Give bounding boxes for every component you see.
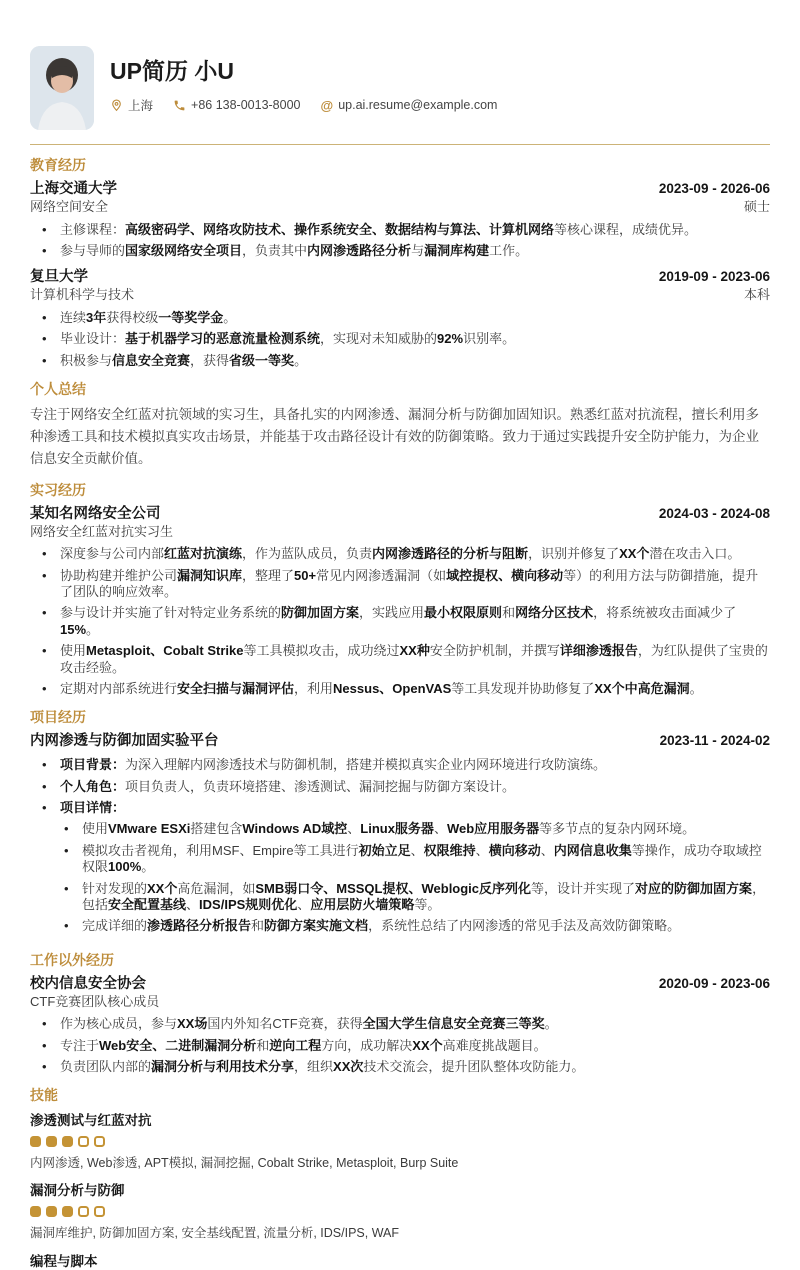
bullet-marker: • — [64, 918, 69, 934]
bullet-text — [60, 243, 770, 259]
text-segment: XX个中高危漏洞 — [594, 680, 690, 696]
section-title: 教育经历 — [30, 157, 86, 173]
text-segment: 项目详情： — [60, 800, 126, 816]
text-segment: SMB弱口令、MSSQL提权、Weblogic反序列化 — [255, 880, 532, 896]
text-segment: Web安全、二进制漏洞分析 — [99, 1037, 257, 1053]
bullet-item — [42, 757, 770, 773]
entry — [30, 732, 770, 940]
text-segment: 获得校级 — [106, 310, 159, 326]
bullet-item — [42, 353, 770, 369]
skill-keywords: 内网渗透, Web渗透, APT模拟, 漏洞挖掘, Cobalt Strike, Metasploit, Burp Suite — [30, 1156, 459, 1171]
entry-head — [30, 180, 770, 198]
bullet-marker: • — [42, 352, 47, 368]
bullet-item — [42, 568, 770, 601]
bullet-marker: • — [64, 821, 69, 837]
contact-email — [321, 98, 498, 112]
entry-title: 校内信息安全协会 — [30, 975, 146, 992]
text-segment: 内网信息收集 — [553, 842, 632, 858]
text-segment: 与 — [411, 242, 425, 258]
text-segment: 主修课程： — [60, 221, 126, 237]
header-divider — [30, 144, 770, 145]
text-segment: Linux服务器 — [360, 821, 434, 837]
skill-keywords: 漏洞库维护, 防御加固方案, 安全基线配置, 流量分析, IDS/IPS, WAF — [30, 1226, 399, 1241]
text-segment: 防御加固方案 — [281, 605, 360, 621]
skill-dot-filled — [30, 1206, 41, 1217]
entry-date: 2024-03 - 2024-08 — [658, 505, 770, 521]
bullet-item — [42, 605, 770, 638]
bullet-marker: • — [42, 242, 47, 258]
summary-paragraph: 专注于网络安全红蓝对抗领域的实习生，具备扎实的内网渗透、漏洞分析与防御加固知识。熟悉红蓝对抗流程，擅长利用多种渗透工具和技术模拟真实攻击场景，并能基于攻击路径设计有效的防御策略。致力于通过实践提升安全防护能力，为企业信息安全贡献价值。 — [30, 407, 759, 466]
text-segment: 项目负责人，负责环境搭建、渗透测试、漏洞挖掘与防御方案设计。 — [125, 778, 516, 794]
skill-dot-filled — [30, 1136, 41, 1147]
skill-dot-empty — [94, 1206, 105, 1217]
text-segment: 负责团队内部的 — [60, 1059, 152, 1075]
text-segment: 逆向工程 — [269, 1037, 322, 1053]
bullet-sublist — [60, 821, 770, 934]
bullet-text — [60, 1016, 770, 1032]
text-segment: 、 — [475, 842, 489, 858]
text-segment: 域控提权、横向移动 — [446, 567, 564, 583]
text-segment: 100% — [108, 859, 142, 875]
text-segment: 等，设计并实现了 — [531, 880, 636, 896]
section — [30, 380, 770, 469]
text-segment: 作为核心成员，参与 — [60, 1016, 178, 1032]
contact-location — [110, 96, 153, 114]
skill-dot-filled — [46, 1206, 57, 1217]
bullet-list — [30, 546, 770, 697]
text-segment: XX种 — [399, 643, 430, 659]
text-segment: 、 — [186, 896, 200, 912]
entry-degree: 本科 — [743, 287, 770, 303]
bullet-text — [60, 1038, 770, 1054]
skill-rating — [30, 1206, 770, 1217]
text-segment: ，系统性总结了内网渗透的常见手法及高效防御策略。 — [368, 918, 681, 934]
text-segment: 权限维持 — [423, 842, 476, 858]
text-segment: 识别率。 — [463, 331, 516, 347]
text-segment: 为深入理解内网渗透技术与防御机制，搭建并模拟真实企业内网环境进行攻防演练。 — [125, 757, 607, 773]
bullet-item — [64, 843, 770, 876]
text-segment: 和 — [251, 918, 265, 934]
text-segment: ，识别并修复了 — [528, 546, 620, 562]
text-segment: 国内外知名CTF竞赛，获得 — [207, 1016, 363, 1032]
bullet-text — [60, 643, 770, 676]
text-segment: 等工具发现并协助修复了 — [451, 680, 595, 696]
entry-subhead — [30, 524, 770, 540]
text-segment: 方向，成功解决 — [321, 1037, 413, 1053]
text-segment: 技术交流会，提升团队整体攻防能力。 — [363, 1059, 585, 1075]
text-segment: 最小权限原则 — [424, 605, 503, 621]
bullet-marker: • — [42, 757, 47, 773]
entry-subtitle: 网络空间安全 — [30, 199, 109, 215]
text-segment: 应用层防火墙策略 — [310, 896, 415, 912]
text-segment: 内网渗透路径分析 — [307, 242, 412, 258]
text-segment: 50+ — [294, 567, 317, 583]
text-segment: 、 — [347, 821, 361, 837]
text-segment: 安全配置基线 — [108, 896, 187, 912]
location-pin-icon — [110, 99, 123, 112]
text-segment: 高难度挑战题目。 — [442, 1037, 547, 1053]
text-segment: 等）的利用方法与防御措施，提升了团队的响应效率。 — [60, 567, 759, 600]
text-segment: 搭建包含 — [190, 821, 243, 837]
text-segment: 国家级网络安全项目 — [125, 242, 243, 258]
text-segment: 模拟攻击者视角，利用MSF、Empire等工具进行 — [82, 842, 359, 858]
text-segment: XX次 — [333, 1059, 364, 1075]
bullet-marker: • — [64, 842, 69, 858]
text-segment: 防御方案实施文档 — [264, 918, 369, 934]
bullet-list — [30, 310, 770, 369]
text-segment: Metasploit、Cobalt Strike — [86, 643, 244, 659]
text-segment: XX个 — [412, 1037, 443, 1053]
skill — [30, 1113, 770, 1171]
phone-text: +86 138-0013-8000 — [191, 98, 301, 113]
entry-head — [30, 975, 770, 993]
section-title: 项目经历 — [30, 709, 86, 726]
skill-dot-filled — [62, 1136, 73, 1147]
bullet-marker: • — [42, 1016, 47, 1032]
bullet-text — [82, 843, 770, 876]
skill-dot-filled — [62, 1206, 73, 1217]
text-segment: ，负责其中 — [242, 242, 308, 258]
section-title: 个人总结 — [30, 381, 86, 398]
entry — [30, 505, 770, 698]
bullet-marker: • — [64, 880, 69, 896]
bullet-item — [42, 1059, 770, 1075]
bullet-item — [64, 918, 770, 934]
text-segment: 使用 — [82, 821, 109, 837]
skill-rating — [30, 1136, 770, 1147]
text-segment: 高级密码学、网络攻防技术、操作系统安全、数据结构与算法、计算机网络 — [125, 221, 555, 237]
entry — [30, 975, 770, 1076]
bullet-text — [60, 353, 770, 369]
text-segment: 等工具模拟攻击，成功绕过 — [243, 643, 400, 659]
text-segment: 针对发现的 — [82, 880, 148, 896]
text-segment: 漏洞分析与利用技术分享 — [151, 1059, 295, 1075]
section — [30, 1086, 770, 1270]
bullet-marker: • — [42, 221, 47, 237]
text-segment: 等操作，成功夺取域控权限 — [82, 842, 762, 875]
skill-name: 漏洞分析与防御 — [30, 1183, 125, 1199]
text-segment: 工作。 — [489, 242, 529, 258]
text-segment: 。 — [223, 310, 237, 326]
text-segment: IDS/IPS规则优化 — [199, 896, 298, 912]
text-segment: VMware ESXi — [108, 821, 191, 837]
bullet-list — [30, 222, 770, 260]
text-segment: 项目背景： — [60, 757, 126, 773]
bullet-item — [42, 546, 770, 562]
text-segment: 初始立足 — [358, 842, 411, 858]
bullet-text — [60, 546, 770, 562]
bullet-text — [60, 800, 770, 940]
bullet-text — [60, 310, 770, 326]
bullet-text — [60, 222, 770, 238]
text-segment: ，作为蓝队成员，负责 — [242, 546, 373, 562]
skill-name: 渗透测试与红蓝对抗 — [30, 1113, 152, 1129]
bullet-text — [60, 681, 770, 697]
bullet-text — [60, 605, 770, 638]
text-segment: 一等奖学金 — [158, 310, 224, 326]
text-segment: 积极参与 — [60, 352, 113, 368]
entry-subhead — [30, 994, 770, 1010]
text-segment: ，实现对未知威胁的 — [320, 331, 438, 347]
header-text-block — [110, 46, 770, 114]
section — [30, 708, 770, 939]
text-segment: ，实践应用 — [359, 605, 425, 621]
text-segment: 。 — [86, 621, 100, 637]
text-segment: 横向移动 — [488, 842, 541, 858]
text-segment: 等。 — [414, 896, 441, 912]
skill-dot-empty — [78, 1206, 89, 1217]
text-segment: 完成详细的 — [82, 918, 148, 934]
bullet-text — [60, 568, 770, 601]
text-segment: XX个 — [619, 546, 650, 562]
text-segment: 、 — [540, 842, 554, 858]
bullet-text — [60, 1059, 770, 1075]
bullet-text — [60, 331, 770, 347]
text-segment: 协助构建并维护公司 — [60, 567, 178, 583]
contact-row — [110, 96, 770, 114]
text-segment: 连续 — [60, 310, 87, 326]
bullet-marker: • — [42, 605, 47, 621]
location-text: 上海 — [128, 99, 154, 114]
bullet-list — [30, 1016, 770, 1075]
text-segment: 安全扫描与漏洞评估 — [177, 680, 295, 696]
section — [30, 156, 770, 369]
text-segment: 高危漏洞，如 — [177, 880, 256, 896]
text-segment: 个人角色： — [60, 778, 126, 794]
text-segment: 3年 — [86, 310, 107, 326]
text-segment: Nessus、OpenVAS — [333, 680, 452, 696]
text-segment: 深度参与公司内部 — [60, 546, 165, 562]
bullet-marker: • — [42, 1059, 47, 1075]
phone-icon — [173, 99, 186, 112]
bullet-text — [60, 779, 770, 795]
bullet-marker: • — [42, 546, 47, 562]
text-segment: 。 — [689, 680, 703, 696]
skill-dot-filled — [46, 1136, 57, 1147]
entry-date: 2019-09 - 2023-06 — [658, 269, 770, 285]
bullet-item — [42, 643, 770, 676]
bullet-item — [42, 331, 770, 347]
entry-subtitle: CTF竞赛团队核心成员 — [30, 993, 160, 1009]
text-segment: 15% — [60, 621, 87, 637]
entry-head — [30, 505, 770, 523]
text-segment: 渗透路径分析报告 — [147, 918, 252, 934]
text-segment: 、 — [410, 842, 424, 858]
section-title: 实习经历 — [30, 481, 86, 498]
bullet-marker: • — [42, 310, 47, 326]
entry-title: 上海交通大学 — [30, 180, 117, 197]
text-segment: 专注于 — [60, 1037, 100, 1053]
bullet-marker: • — [42, 567, 47, 583]
text-segment: 和 — [256, 1037, 270, 1053]
text-segment: 等多节点的复杂内网环境。 — [539, 821, 696, 837]
text-segment: 92% — [437, 331, 464, 347]
entry-subhead — [30, 199, 770, 215]
bullet-marker: • — [42, 643, 47, 659]
bullet-item — [42, 800, 770, 940]
text-segment: 详细渗透报告 — [559, 643, 638, 659]
text-segment: 参与导师的 — [60, 242, 126, 258]
person-name: UP简历 小U — [110, 58, 234, 84]
text-segment: ，为红队提供了宝贵的攻击经验。 — [60, 643, 768, 675]
text-segment: 内网渗透路径的分析与阻断 — [372, 546, 529, 562]
text-segment: 。 — [544, 1016, 558, 1032]
section-title: 技能 — [30, 1087, 58, 1104]
text-segment: 毕业设计： — [60, 331, 126, 347]
email-text: up.ai.resume@example.com — [338, 98, 498, 113]
entry-title: 复旦大学 — [30, 269, 88, 286]
entry-date: 2020-09 - 2023-06 — [658, 975, 770, 991]
bullet-item — [42, 1016, 770, 1032]
text-segment: Web应用服务器 — [446, 821, 540, 837]
contact-phone — [173, 98, 300, 112]
text-segment: 漏洞知识库 — [177, 567, 243, 583]
text-segment: ，包括 — [82, 880, 766, 912]
section — [30, 481, 770, 698]
bullet-text — [82, 821, 770, 837]
skill-name: 编程与脚本 — [30, 1253, 98, 1269]
entry-degree: 硕士 — [743, 199, 770, 215]
bullet-marker: • — [42, 331, 47, 347]
text-segment: 使用 — [60, 643, 87, 659]
sections-container — [30, 156, 770, 1270]
text-segment: 红蓝对抗演练 — [164, 546, 243, 562]
bullet-item — [42, 243, 770, 259]
skill — [30, 1183, 770, 1241]
text-segment: 信息安全竞赛 — [112, 352, 191, 368]
bullet-item — [42, 681, 770, 697]
text-segment: 等核心课程，成绩优异。 — [554, 221, 698, 237]
text-segment: 省级一等奖 — [229, 352, 295, 368]
text-segment: 网络分区技术 — [515, 605, 594, 621]
text-segment: ，利用 — [294, 680, 334, 696]
entry-subtitle: 计算机科学与技术 — [30, 287, 135, 303]
bullet-item — [64, 821, 770, 837]
skill-dot-empty — [94, 1136, 105, 1147]
entry-subtitle: 网络安全红蓝对抗实习生 — [30, 523, 174, 539]
text-segment: 定期对内部系统进行 — [60, 680, 178, 696]
text-segment: 和 — [502, 605, 516, 621]
bullet-text — [82, 918, 770, 934]
bullet-text — [60, 757, 770, 773]
skill — [30, 1254, 770, 1270]
entry-title: 内网渗透与防御加固实验平台 — [30, 733, 219, 750]
at-sign-icon: @ — [320, 97, 334, 113]
entry-title: 某知名网络安全公司 — [30, 505, 161, 522]
entry-date: 2023-11 - 2024-02 — [659, 733, 770, 749]
entry-subhead — [30, 287, 770, 303]
bullet-item — [42, 1038, 770, 1054]
entry — [30, 268, 770, 369]
text-segment: 漏洞库构建 — [424, 242, 490, 258]
bullet-list — [30, 757, 770, 939]
profile-photo-placeholder — [30, 46, 94, 130]
text-segment: ，获得 — [190, 352, 230, 368]
text-segment: 常见内网渗透漏洞（如 — [316, 567, 447, 583]
text-segment: 参与设计并实施了针对特定业务系统的 — [60, 605, 282, 621]
profile-photo — [30, 46, 94, 130]
section-title: 工作以外经历 — [30, 951, 114, 968]
text-segment: 。 — [141, 859, 155, 875]
bullet-marker: • — [42, 778, 47, 794]
bullet-item — [42, 222, 770, 238]
bullet-marker: • — [42, 680, 47, 696]
text-segment: 、 — [297, 896, 311, 912]
entry — [30, 180, 770, 259]
text-segment: ，将系统被攻击面减少了 — [593, 605, 737, 621]
section — [30, 951, 770, 1076]
text-segment: Windows AD域控 — [242, 821, 348, 837]
bullet-marker: • — [42, 800, 47, 816]
bullet-item — [64, 881, 770, 914]
text-segment: 安全防护机制，并撰写 — [429, 643, 560, 659]
text-segment: ，组织 — [294, 1059, 334, 1075]
text-segment: ，整理了 — [242, 567, 295, 583]
text-segment: XX个 — [147, 880, 178, 896]
bullet-text — [82, 881, 770, 914]
text-segment: 全国大学生信息安全竞赛三等奖 — [362, 1016, 545, 1032]
bullet-item — [42, 310, 770, 326]
text-segment: 、 — [433, 821, 447, 837]
text-segment: 潜在攻击入口。 — [649, 546, 741, 562]
skill-dot-empty — [78, 1136, 89, 1147]
resume-header — [30, 46, 770, 130]
text-segment: XX场 — [177, 1016, 208, 1032]
bullet-marker: • — [42, 1037, 47, 1053]
entry-date: 2023-09 - 2026-06 — [658, 180, 770, 196]
entry-head — [30, 268, 770, 286]
bullet-item — [42, 779, 770, 795]
text-segment: 基于机器学习的恶意流量检测系统 — [125, 331, 321, 347]
text-segment: 对应的防御加固方案 — [635, 880, 753, 896]
text-segment: 。 — [294, 352, 308, 368]
entry-head — [30, 732, 770, 750]
